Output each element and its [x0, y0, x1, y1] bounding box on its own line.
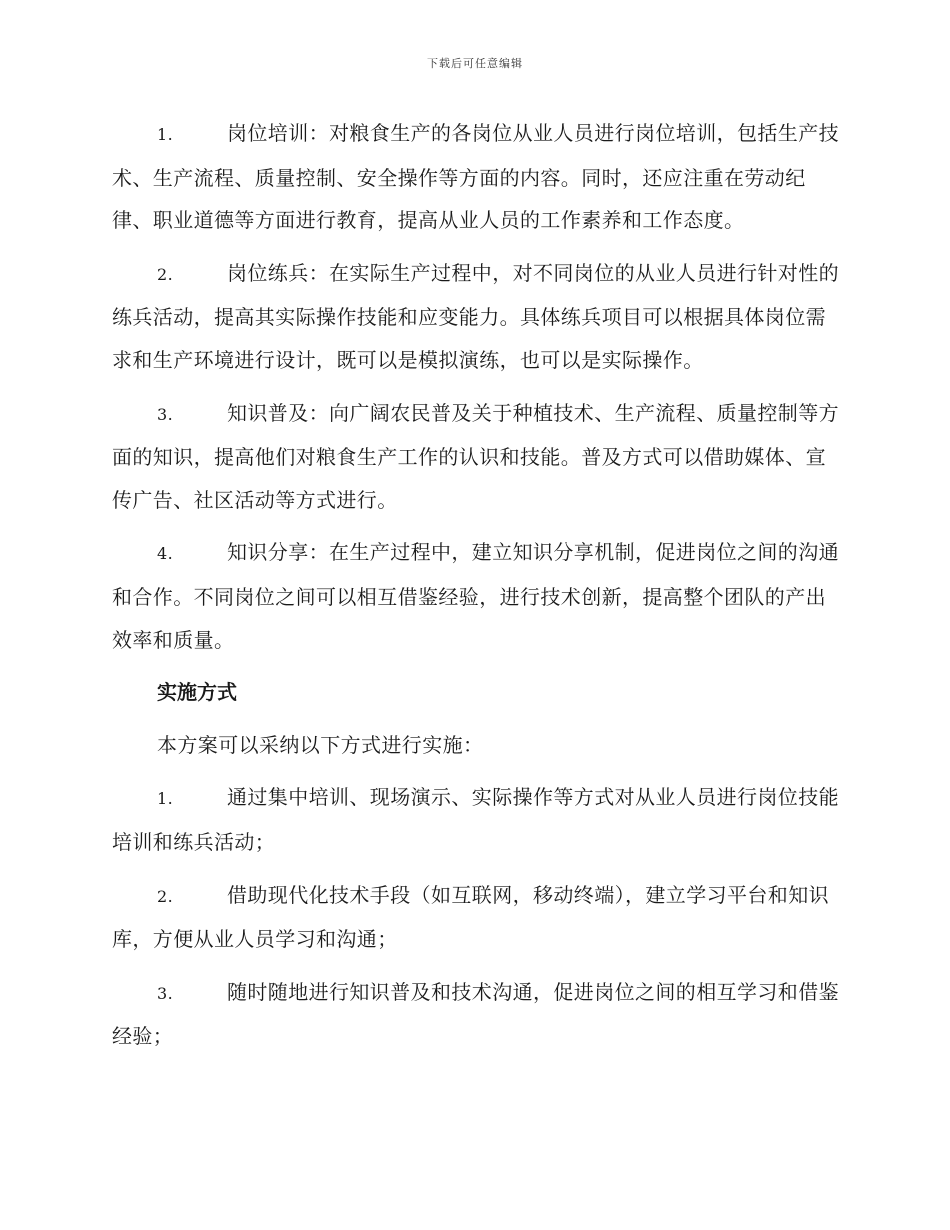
list-item: [112, 874, 842, 961]
list-item: [112, 971, 842, 1058]
list-item: [112, 392, 842, 522]
page-header: 下载后可任意编辑: [427, 57, 523, 70]
list-item-text: 随时随地进行知识普及和技术沟通，促进岗位之间的相互学习和借鉴经验；: [112, 979, 839, 1049]
list-item-number: 1.: [157, 789, 174, 809]
section-intro: 本方案可以采纳以下方式进行实施：: [157, 732, 484, 757]
list-item-text: 通过集中培训、现场演示、实际操作等方式对从业人员进行岗位技能培训和练兵活动；: [112, 785, 839, 854]
list-item-number: 2.: [157, 264, 174, 284]
list-item: [112, 531, 842, 661]
list-item-number: 2.: [157, 886, 174, 906]
list-item-number: 1.: [157, 125, 174, 144]
document-body: [112, 112, 842, 1068]
list-item-text: 岗位练兵：在实际生产过程中，对不同岗位的从业人员进行针对性的练兵活动，提高其实际操作技能和应变能力。具体练兵项目可以根据具体岗位需求和生产环境进行设计，既可以是模拟演练，也可以是实际操作。: [112, 260, 839, 372]
list-item-number: 4.: [157, 544, 174, 564]
list-item-number: 3.: [157, 983, 174, 1003]
list-item-number: 3.: [157, 404, 174, 424]
list-item-text: 知识分享：在生产过程中，建立知识分享机制，促进岗位之间的沟通和合作。不同岗位之间可以相互借鉴经验，进行技术创新，提高整个团队的产出效率和质量。: [112, 540, 839, 652]
list-item: [112, 776, 842, 863]
list-item: [112, 112, 842, 242]
list-item-text: 借助现代化技术手段（如互联网，移动终端），建立学习平台和知识库，方便从业人员学习和沟通；: [112, 882, 829, 952]
list-item: [112, 252, 842, 382]
list-item-text: 知识普及：向广阔农民普及关于种植技术、生产流程、质量控制等方面的知识，提高他们对粮食生产工作的认识和技能。普及方式可以借助媒体、宣传广告、社区活动等方式进行。: [112, 400, 839, 512]
list-item-text: 岗位培训：对粮食生产的各岗位从业人员进行岗位培训，包括生产技术、生产流程、质量控制、安全操作等方面的内容。同时，还应注重在劳动纪律、职业道德等方面进行教育，提高从业人员的工作素养和工作态度。: [112, 121, 839, 233]
section-heading: 实施方式: [157, 680, 237, 705]
